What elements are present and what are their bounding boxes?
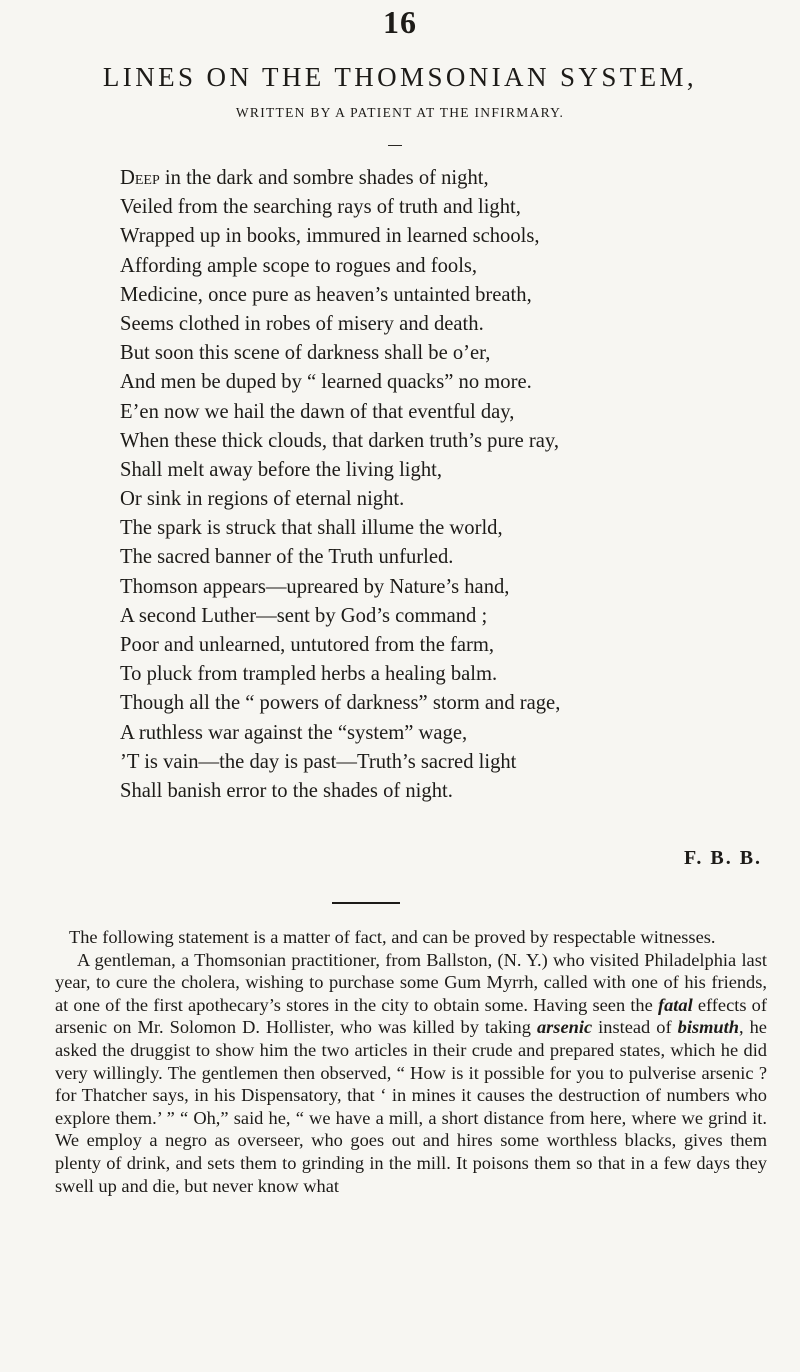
poem-line: When these thick clouds, that darken truth’s pure ray, xyxy=(120,429,560,452)
poem-subtitle: WRITTEN BY A PATIENT AT THE INFIRMARY. xyxy=(235,105,565,120)
poem-first-word: Deep xyxy=(120,167,160,189)
poem-line: Medicine, once pure as heaven’s untainted breath, xyxy=(120,283,532,306)
poem-line: Shall melt away before the living light, xyxy=(120,458,442,481)
prose-emphasis: arsenic xyxy=(536,1017,593,1038)
poem-title: LINES ON THE THOMSONIAN SYSTEM, xyxy=(102,62,698,92)
prose-emphasis: fatal xyxy=(657,994,693,1015)
poem-line: Wrapped up in books, immured in learned schools, xyxy=(120,225,540,248)
section-divider xyxy=(332,902,400,904)
poem-line: The spark is struck that shall illume the world, xyxy=(120,517,503,540)
poem xyxy=(120,164,720,806)
poem-line: ’T is vain—the day is past—Truth’s sacred light xyxy=(120,750,517,773)
poem-line: And men be duped by “ learned quacks” no more. xyxy=(120,371,532,394)
poem-line xyxy=(120,164,720,193)
poem-line: E’en now we hail the dawn of that eventful day, xyxy=(120,400,515,423)
prose-paragraph-1: The following statement is a matter of fact, and can be proved by respectable witnesses. xyxy=(69,927,716,947)
poem-line: But soon this scene of darkness shall be o’er, xyxy=(120,342,491,365)
poem-line: Seems clothed in robes of misery and death. xyxy=(120,312,484,335)
poem-signature: F. B. B. xyxy=(684,847,763,869)
poem-line: A second Luther—sent by God’s command ; xyxy=(120,604,488,627)
poem-line: The sacred banner of the Truth unfurled. xyxy=(120,546,454,569)
poem-first-line-rest: in the dark and sombre shades of night, xyxy=(159,167,489,189)
poem-line: Shall banish error to the shades of night. xyxy=(120,779,453,802)
poem-line: Thomson appears—upreared by Nature’s hand, xyxy=(120,575,510,598)
poem-line: To pluck from trampled herbs a healing balm. xyxy=(120,663,498,686)
page-number: 16 xyxy=(383,4,417,40)
prose-paragraph-2 xyxy=(55,949,767,1198)
prose-text: A gentleman, a Thomsonian practitioner, from Ballston, (N. Y.) who visited Philadelphia last year, to cure the cholera, wishing to purchase some Gum Myrrh, called with one of his friends, at one of the first apothecary’s stores in the city to obtain some. Having seen the xyxy=(55,949,767,1015)
prose-text: effects of arsenic on Mr. Solomon D. Hollister, who was killed by taking xyxy=(55,994,767,1038)
poem-line: A ruthless war against the “system” wage, xyxy=(120,721,468,744)
prose-section xyxy=(55,926,767,1197)
poem-line: Affording ample scope to rogues and fools, xyxy=(120,254,478,277)
prose-text: instead of xyxy=(592,1017,678,1038)
prose-emphasis: bismuth xyxy=(677,1017,739,1038)
poem-line: Or sink in regions of eternal night. xyxy=(120,488,405,511)
poem-line: Though all the “ powers of darkness” storm and rage, xyxy=(120,692,561,715)
prose-text: , he asked the druggist to show him the two articles in their crude and prepared states, which he did very willingly. The gentlemen then observed, “ How is it possible for you to pulverise arsenic ? for Thatcher says, in his Dispensatory, that ‘ in mines it causes the destruction of numbers who explore them.’ ” “ Oh,” said he, “ we have a mill, a short distance from here, where we grind it. We employ a negro as overseer, who goes out and hires some worthless blacks, gives them plenty of drink, and sets them to grinding in the mill. It poisons them so that in a few days they swell up and die, but never know what xyxy=(55,1017,767,1196)
poem-line: Poor and unlearned, untutored from the farm, xyxy=(120,634,495,656)
poem-line: Veiled from the searching rays of truth and light, xyxy=(120,196,521,219)
title-dash xyxy=(388,145,402,146)
